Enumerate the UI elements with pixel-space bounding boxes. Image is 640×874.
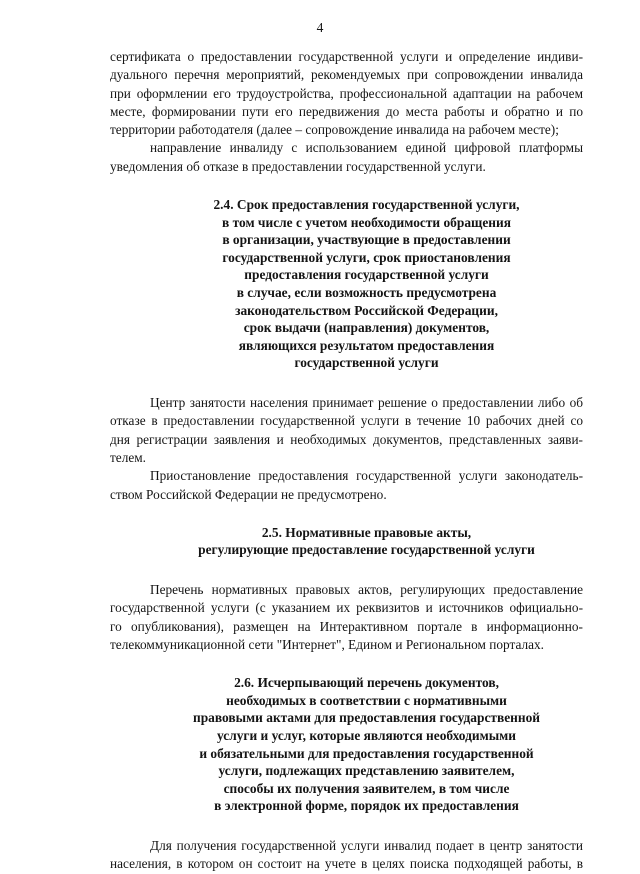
heading-line: 2.4. Срок предоставления государственной услуги,	[213, 197, 520, 213]
heading-line: законодательством Российской Федерации,	[235, 302, 498, 318]
heading-line: в случае, если возможность предусмотрена	[236, 285, 497, 301]
heading-line: 2.6. Исчерпывающий перечень документов,	[234, 675, 499, 691]
text-line: ством Российской Федерации не предусмотрено.	[110, 486, 387, 502]
heading-line: срок выдачи (направления) документов,	[243, 320, 490, 336]
section-heading-2-5	[150, 524, 583, 559]
heading-line: услуги и услуг, которые являются необходимыми	[216, 727, 516, 743]
text-line: Приостановление предоставления государственной услуги законодатель-	[150, 468, 583, 484]
heading-line: и обязательными для предоставления государственной	[199, 745, 534, 761]
heading-line: правовыми актами для предоставления государственной	[193, 710, 540, 726]
intro-paragraph	[110, 48, 583, 139]
text-line: отказе в предоставлении государственной услуги в течение 10 рабочих дней со	[110, 413, 583, 429]
paragraph-2-6	[110, 837, 583, 874]
heading-line: в электронной форме, порядок их предоставления	[214, 798, 519, 814]
text-line: территории работодателя (далее – сопровождение инвалида на рабочем месте);	[110, 122, 559, 138]
text-line: го опубликования), размещен на Интерактивном портале в информационно-	[110, 618, 583, 634]
section-heading-2-6	[150, 674, 583, 815]
paragraph-2-4-suspension	[110, 467, 583, 504]
text-line: государственной услуги (с указанием их реквизитов и источников официально-	[110, 600, 583, 616]
page-number: 4	[316, 20, 324, 35]
text-line: Центр занятости населения принимает решение о предоставлении либо об	[150, 395, 583, 411]
paragraph-2-5	[110, 581, 583, 654]
text-line: сертификата о предоставлении государственной услуги и определение индиви-	[110, 49, 583, 64]
heading-line: в организации, участвующие в предоставлении	[222, 232, 511, 248]
page-content	[110, 48, 583, 874]
text-line: направление инвалиду с использованием единой цифровой платформы	[150, 140, 583, 156]
heading-line: в том числе с учетом необходимости обращения	[222, 214, 511, 230]
heading-line: государственной услуги	[294, 355, 439, 371]
section-heading-2-4	[150, 196, 583, 372]
heading-line: необходимых в соответствии с нормативными	[226, 692, 507, 708]
text-line: дня регистрации заявления и необходимых документов, представленных заяви-	[110, 431, 583, 447]
text-line: населения, в котором он состоит на учете в целях поиска подходящей работы, в	[110, 856, 583, 872]
paragraph-2-4-decision	[110, 394, 583, 467]
direction-paragraph	[110, 139, 583, 176]
heading-line: услуги, подлежащих представлению заявителем,	[218, 763, 515, 779]
heading-line: государственной услуги, срок приостановления	[222, 249, 511, 265]
text-line: телекоммуникационной сети "Интернет", Едином и Региональном порталах.	[110, 636, 544, 652]
heading-line: являющихся результатом предоставления	[238, 337, 495, 353]
text-line: при оформлении его трудоустройства, профессиональной адаптации на рабочем	[110, 85, 583, 101]
text-line: Перечень нормативных правовых актов, регулирующих предоставление	[150, 581, 583, 597]
text-line: телем.	[110, 449, 146, 465]
heading-line: предоставления государственной услуги	[244, 267, 489, 283]
heading-line: 2.5. Нормативные правовые акты,	[261, 524, 472, 540]
heading-line: способы их получения заявителем, в том числе	[223, 780, 510, 796]
text-line: уведомления об отказе в предоставлении государственной услуги.	[110, 158, 486, 174]
text-line: месте, формировании пути его передвижения до места работы и обратно и по	[110, 103, 583, 119]
text-line: дуального перечня мероприятий, рекомендуемых при сопровождении инвалида	[110, 67, 583, 83]
heading-line: регулирующие предоставление государственной услуги	[198, 542, 535, 558]
text-line: Для получения государственной услуги инвалид подает в центр занятости	[150, 837, 583, 853]
